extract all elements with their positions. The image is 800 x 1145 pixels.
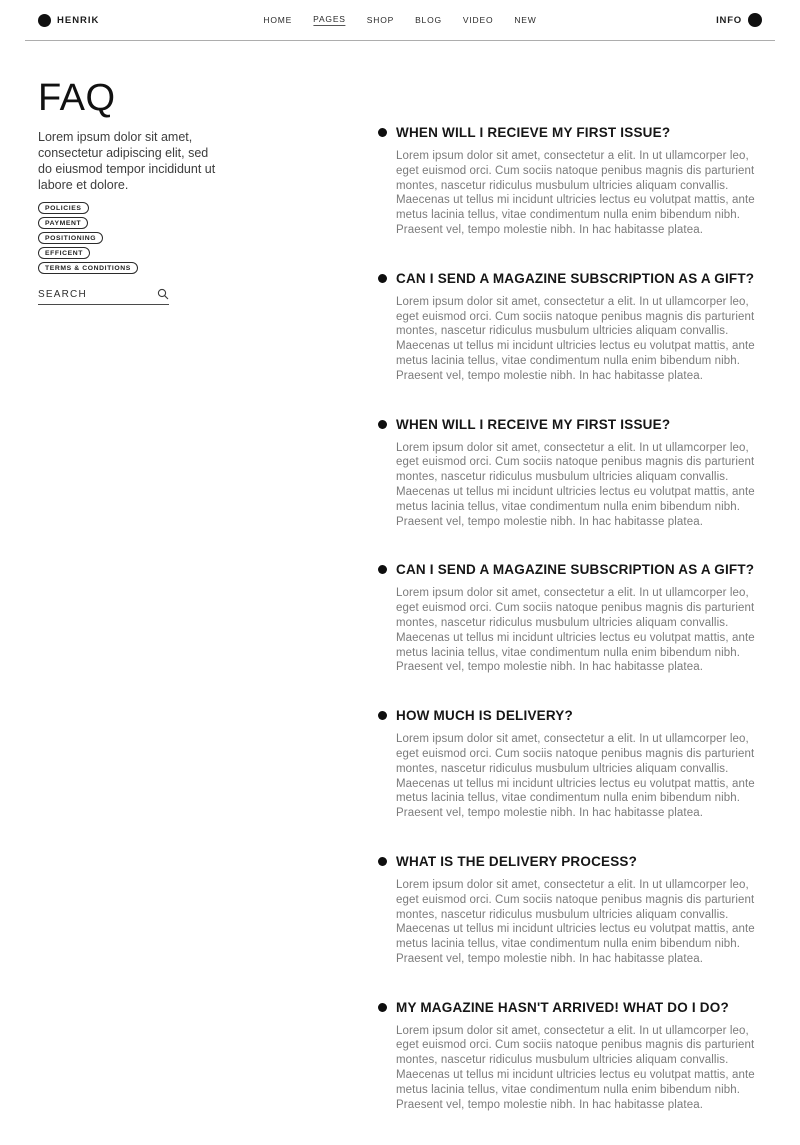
bullet-icon: [378, 274, 387, 283]
faq-question[interactable]: [378, 708, 765, 723]
search-box: [38, 288, 169, 305]
bullet-icon: [378, 420, 387, 429]
faq-item: [378, 1000, 765, 1113]
bullet-icon: [378, 1003, 387, 1012]
search-icon[interactable]: [157, 288, 169, 300]
faq-answer: Lorem ipsum dolor sit amet, consectetur a elit. In ut ullamcorper leo, eget euismod orci. Cum sociis natoque penibus magnis dis parturient montes, nascetur ridiculus musbulum ultricies aliquam convallis. Maecenas ut tellus mi incidunt ultricies lectus eu volutpat mattis, ante metus lacinia tellus, vitae condimentum nulla enim bibendum nibh. Praesent vel, tempo molestie nibh. In hac habitasse platea.: [396, 733, 755, 820]
bullet-icon: [378, 857, 387, 866]
faq-answer: Lorem ipsum dolor sit amet, consectetur a elit. In ut ullamcorper leo, eget euismod orci. Cum sociis natoque penibus magnis dis parturient montes, nascetur ridiculus musbulum ultricies aliquam convallis. Maecenas ut tellus mi incidunt ultricies lectus eu volutpat mattis, ante metus lacinia tellus, vitae condimentum nulla enim bibendum nibh. Praesent vel, tempo molestie nibh. In hac habitasse platea.: [396, 1024, 755, 1111]
faq-question[interactable]: [378, 854, 765, 869]
faq-question[interactable]: [378, 562, 765, 577]
faq-item: [378, 708, 765, 821]
faq-item: [378, 125, 765, 238]
info-circle-icon: [748, 13, 762, 27]
brand-logo[interactable]: [38, 14, 99, 27]
faq-question-text: WHEN WILL I RECIEVE MY FIRST ISSUE?: [396, 125, 671, 140]
faq-answer: Lorem ipsum dolor sit amet, consectetur a elit. In ut ullamcorper leo, eget euismod orci. Cum sociis natoque penibus magnis dis parturient montes, nascetur ridiculus musbulum ultricies aliquam convallis. Maecenas ut tellus mi incidunt ultricies lectus eu volutpat mattis, ante metus lacinia tellus, vitae condimentum nulla enim bibendum nibh. Praesent vel, tempo molestie nibh. In hac habitasse platea.: [396, 441, 755, 528]
faq-question-text: WHEN WILL I RECEIVE MY FIRST ISSUE?: [396, 416, 671, 432]
faq-list: [378, 75, 765, 1145]
faq-answer: Lorem ipsum dolor sit amet, consectetur a elit. In ut ullamcorper leo, eget euismod orci. Cum sociis natoque penibus magnis dis parturient montes, nascetur ridiculus musbulum ultricies aliquam convallis. Maecenas ut tellus mi incidunt ultricies lectus eu volutpat mattis, ante metus lacinia tellus, vitae condimentum nulla enim bibendum nibh. Praesent vel, tempo molestie nibh. In hac habitasse platea.: [396, 150, 755, 236]
faq-question-text: HOW MUCH IS DELIVERY?: [396, 708, 573, 724]
tag-pill[interactable]: TERMS & CONDITIONS: [38, 262, 138, 274]
tag-pill[interactable]: EFFICENT: [38, 247, 90, 259]
tag-pill[interactable]: PAYMENT: [38, 217, 88, 229]
tag-pill[interactable]: POSITIONING: [38, 232, 103, 244]
nav-item[interactable]: SHOP: [366, 14, 395, 25]
faq-question-text: MY MAGAZINE HASN'T ARRIVED! WHAT DO I DO?: [396, 999, 729, 1015]
faq-answer: Lorem ipsum dolor sit amet, consectetur a elit. In ut ullamcorper leo, eget euismod orci. Cum sociis natoque penibus magnis dis parturient montes, nascetur ridiculus musbulum ultricies aliquam convallis. Maecenas ut tellus mi incidunt ultricies lectus eu volutpat mattis, ante metus lacinia tellus, vitae condimentum nulla enim bibendum nibh. Praesent vel, tempo molestie nibh. In hac habitasse platea.: [396, 587, 755, 674]
search-input[interactable]: [38, 289, 138, 300]
sidebar: [38, 75, 378, 1145]
bullet-icon: [378, 711, 387, 720]
faq-item: [378, 854, 765, 967]
faq-question-text: CAN I SEND A MAGAZINE SUBSCRIPTION AS A GIFT?: [396, 270, 755, 286]
faq-item: [378, 271, 765, 384]
faq-question[interactable]: [378, 271, 765, 286]
info-button[interactable]: [716, 13, 762, 27]
nav-item[interactable]: VIDEO: [462, 14, 494, 25]
main-nav: [263, 0, 536, 40]
tag-list: [38, 202, 378, 274]
info-label: INFO: [716, 14, 742, 26]
faq-question-text: WHAT IS THE DELIVERY PROCESS?: [396, 853, 638, 869]
faq-answer: Lorem ipsum dolor sit amet, consectetur a elit. In ut ullamcorper leo, eget euismod orci. Cum sociis natoque penibus magnis dis parturient montes, nascetur ridiculus musbulum ultricies aliquam convallis. Maecenas ut tellus mi incidunt ultricies lectus eu volutpat mattis, ante metus lacinia tellus, vitae condimentum nulla enim bibendum nibh. Praesent vel, tempo molestie nibh. In hac habitasse platea.: [396, 295, 755, 382]
page-title: FAQ: [38, 77, 116, 119]
brand-circle-icon: [38, 14, 51, 27]
faq-item: [378, 417, 765, 530]
intro-text: Lorem ipsum dolor sit amet, consectetur adipiscing elit, sed do eiusmod tempor incididunt ut labore et dolore.: [38, 130, 216, 192]
bullet-icon: [378, 565, 387, 574]
nav-item[interactable]: BLOG: [415, 14, 442, 25]
main-content: [0, 41, 800, 1145]
bullet-icon: [378, 128, 387, 137]
header: [25, 0, 775, 41]
nav-item[interactable]: PAGES: [313, 14, 346, 24]
tag-pill[interactable]: POLICIES: [38, 202, 89, 214]
faq-question[interactable]: [378, 125, 765, 140]
faq-question-text: CAN I SEND A MAGAZINE SUBSCRIPTION AS A GIFT?: [396, 562, 755, 578]
faq-answer: Lorem ipsum dolor sit amet, consectetur a elit. In ut ullamcorper leo, eget euismod orci. Cum sociis natoque penibus magnis dis parturient montes, nascetur ridiculus musbulum ultricies aliquam convallis. Maecenas ut tellus mi incidunt ultricies lectus eu volutpat mattis, ante metus lacinia tellus, vitae condimentum nulla enim bibendum nibh. Praesent vel, tempo molestie nibh. In hac habitasse platea.: [396, 878, 755, 965]
faq-item: [378, 562, 765, 675]
faq-question[interactable]: [378, 1000, 765, 1015]
brand-name: HENRIK: [57, 14, 100, 26]
faq-question[interactable]: [378, 417, 765, 432]
nav-item[interactable]: NEW: [514, 14, 537, 25]
nav-item[interactable]: HOME: [263, 14, 293, 25]
